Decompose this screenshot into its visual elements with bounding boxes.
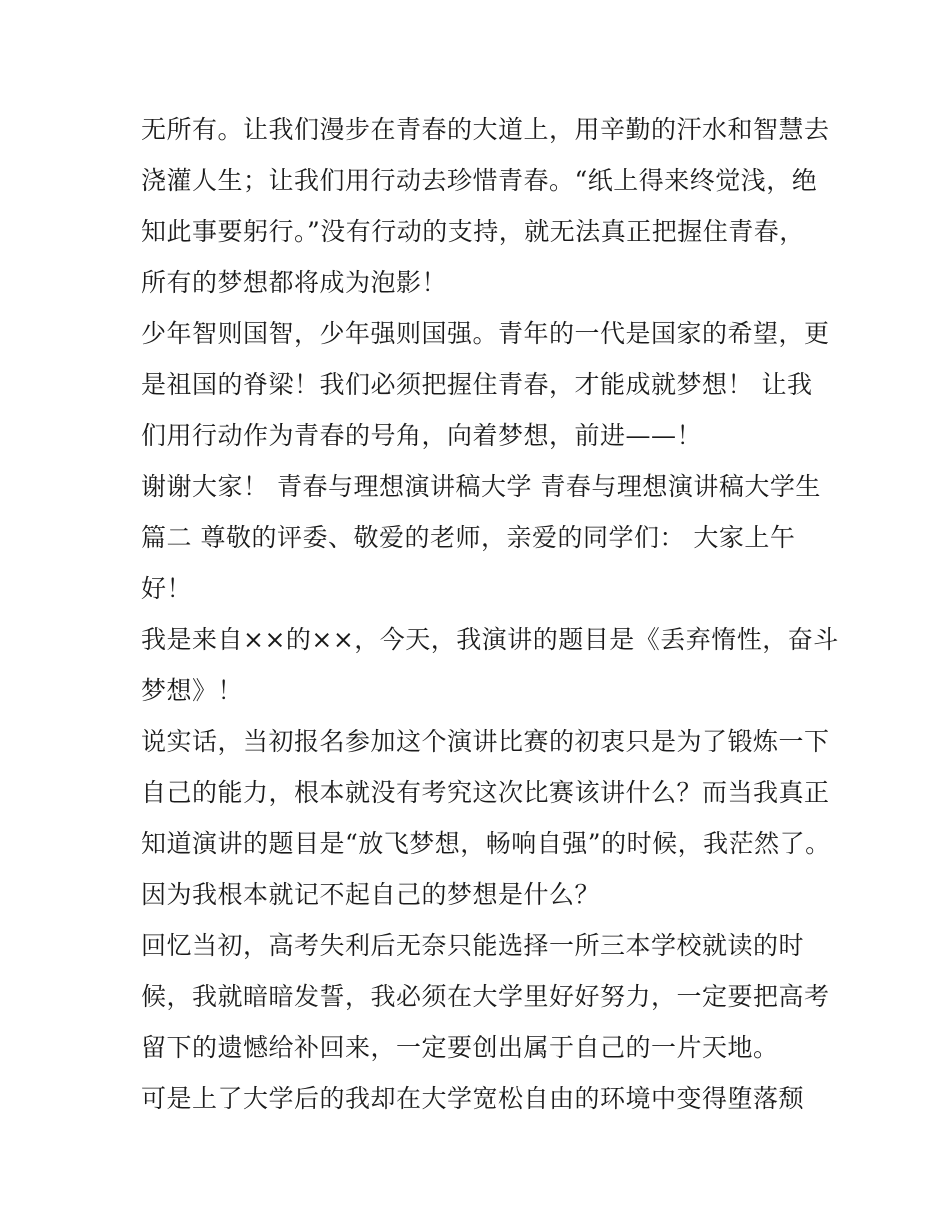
text-line: 自己的能力，根本就没有考究这次比赛该讲什么？而当我真正 bbox=[141, 778, 830, 807]
text-line: 浇灌人生；让我们用行动去珍惜青春。“纸上得来终觉浅，绝 bbox=[141, 166, 818, 195]
text-line: 说实话，当初报名参加这个演讲比赛的初衷只是为了锻炼一下 bbox=[141, 727, 830, 756]
text-line: 知道演讲的题目是“放飞梦想，畅响自强”的时候，我茫然了。 bbox=[141, 829, 831, 858]
text-line: 好！ bbox=[141, 574, 193, 603]
text-line: 无所有。让我们漫步在青春的大道上，用辛勤的汗水和智慧去 bbox=[141, 115, 830, 144]
text-line: 回忆当初，高考失利后无奈只能选择一所三本学校就读的时 bbox=[141, 931, 805, 960]
text-line: 因为我根本就记不起自己的梦想是什么？ bbox=[141, 880, 601, 909]
text-line: 篇二 尊敬的评委、敬爱的老师，亲爱的同学们： 大家上午 bbox=[141, 523, 796, 552]
text-line: 少年智则国智，少年强则国强。青年的一代是国家的希望，更 bbox=[141, 319, 830, 348]
text-line: 我是来自××的××，今天，我演讲的题目是《丢弃惰性，奋斗 bbox=[141, 625, 839, 654]
text-line: 知此事要躬行。”没有行动的支持，就无法真正把握住青春， bbox=[141, 217, 805, 246]
text-line: 可是上了大学后的我却在大学宽松自由的环境中变得堕落颓 bbox=[141, 1084, 805, 1113]
text-line: 所有的梦想都将成为泡影！ bbox=[141, 268, 448, 297]
text-line: 候，我就暗暗发誓，我必须在大学里好好努力，一定要把高考 bbox=[141, 982, 830, 1011]
text-line: 谢谢大家！ 青春与理想演讲稿大学 青春与理想演讲稿大学生 bbox=[141, 472, 821, 501]
text-line: 是祖国的脊梁！我们必须把握住青春，才能成就梦想！ 让我 bbox=[141, 370, 813, 399]
text-line: 们用行动作为青春的号角，向着梦想，前进——！ bbox=[141, 421, 703, 450]
text-line: 梦想》！ bbox=[141, 676, 244, 705]
text-line: 留下的遗憾给补回来，一定要创出属于自己的一片天地。 bbox=[141, 1033, 779, 1062]
